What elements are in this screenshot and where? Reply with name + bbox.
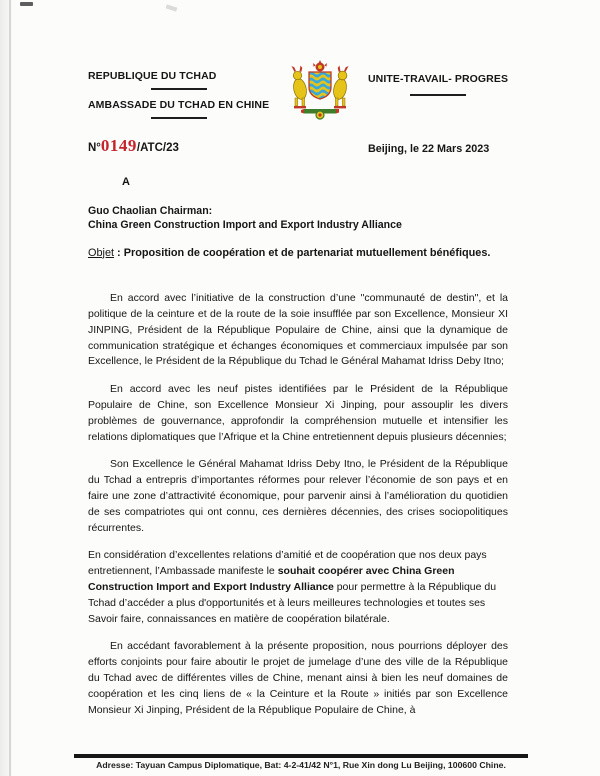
- scan-artifact-smudge: [166, 4, 178, 11]
- subject-label: Objet: [88, 246, 115, 259]
- lion-supporter: [332, 66, 349, 109]
- letterhead-motto: UNITE-TRAVAIL- PROGRES: [368, 73, 509, 85]
- recipient-name: Guo Chaolian Chairman:: [88, 204, 213, 217]
- body-paragraph-5: En accédant favorablement à la présente proposition, nous pourrions déployer des efforts conjoints pour faire aboutir le projet de jumelage d’une des ville de la République du Tchad avec de différentes villes de Chine, menant ainsi à bien les neuf domaines de coopération et les cinq liens de « la Ceinture et la Route » initiés par son Excellence Monsieur Xi Jinping, Président de la République Populaire de Chine, à: [88, 640, 508, 716]
- letterhead-divider: [410, 94, 466, 96]
- letterhead-divider: [151, 88, 207, 90]
- subject-line: [88, 246, 508, 262]
- footer-address: Adresse: Tayuan Campus Diplomatique, Bat: 4-2-41/42 N°1, Rue Xin dong Lu Beijing, 100600 Chine.: [96, 760, 506, 770]
- letterhead-motto-block: [368, 73, 508, 105]
- letterhead-divider: [151, 117, 207, 119]
- letterhead-left: [88, 70, 269, 128]
- recipient-block: [88, 204, 508, 233]
- paragraph4-post: pour permettre à la République du Tchad d’accéder a plus d'opportunités et à leurs meilleures technologies et toutes ses Savoir faire, connaissances en matière de coopération bilatérale.: [88, 581, 497, 625]
- salutation-letter: A: [122, 176, 130, 188]
- letter-footer: [74, 754, 528, 770]
- goat-supporter: [292, 66, 309, 109]
- scan-edge-line: [9, 0, 11, 776]
- subject-text: : Proposition de coopération et de partenariat mutuellement bénéfiques.: [114, 246, 491, 259]
- scan-edge-shadow: [0, 0, 14, 776]
- body-paragraph-4: [88, 548, 508, 627]
- reference-prefix: N°: [88, 142, 101, 154]
- chad-coat-of-arms-icon: [286, 59, 354, 121]
- body-paragraph-2: En accord avec les neuf pistes identifiées par le Président de la République Populaire de Chine, son Excellence Monsieur Xi Jinping, pour assouplir les divers problèmes de gouvernance, approfondir la compréhension mutuelle et intensifier les relations diplomatiques que l’Afrique et la Chine entretiennent depuis plusieurs décennies;: [88, 383, 508, 443]
- letterhead-embassy: AMBASSADE DU TCHAD EN CHINE: [88, 99, 270, 111]
- letterhead-country: REPUBLIQUE DU TCHAD: [88, 70, 217, 82]
- footer-rule: [74, 754, 528, 758]
- paragraph4-alliance-bold: souhait coopérer avec China Green Construction Import and Export Industry Alliance: [88, 565, 455, 594]
- scan-artifact-mark: [20, 2, 33, 6]
- recipient-organization: China Green Construction Import and Export Industry Alliance: [88, 219, 402, 232]
- letter-body: [88, 175, 508, 718]
- reference-number: 0149: [100, 136, 137, 155]
- paragraph4-pre: En considération d’excellentes relations d’amitié et de coopération que nos deux pays entretiennent, l’Ambassade manifeste le: [88, 549, 487, 578]
- body-paragraph-1: En accord avec l’initiative de la construction d’une "communauté de destin", et la politique de la ceinture et de la route de la soie insufflée par son Excellence, Monsieur XI JINPING, Président de la République Populaire de Chine, ainsi que la dynamique de communication stratégique et échanges économiques et commerciaux impulsée par son Excellence, le Président de la République du Tchad le Général Mahamat Idriss Deby Itno;: [88, 292, 508, 368]
- body-paragraph-3: Son Excellence le Général Mahamat Idriss Deby Itno, le Président de la République du Tchad a entrepris d’importantes réformes pour relever l’économie de son pays et en faire une zone d’attractivité économique, pour parvenir ainsi à l’amélioration du quotidien de ses compatriotes qui ont connu, ces dernières décennies, des crises sociopolitiques récurrentes.: [88, 458, 508, 534]
- place-and-date: Beijing, le 22 Mars 2023: [368, 143, 490, 155]
- reference-number-line: [88, 136, 179, 156]
- reference-suffix: /ATC/23: [136, 142, 179, 154]
